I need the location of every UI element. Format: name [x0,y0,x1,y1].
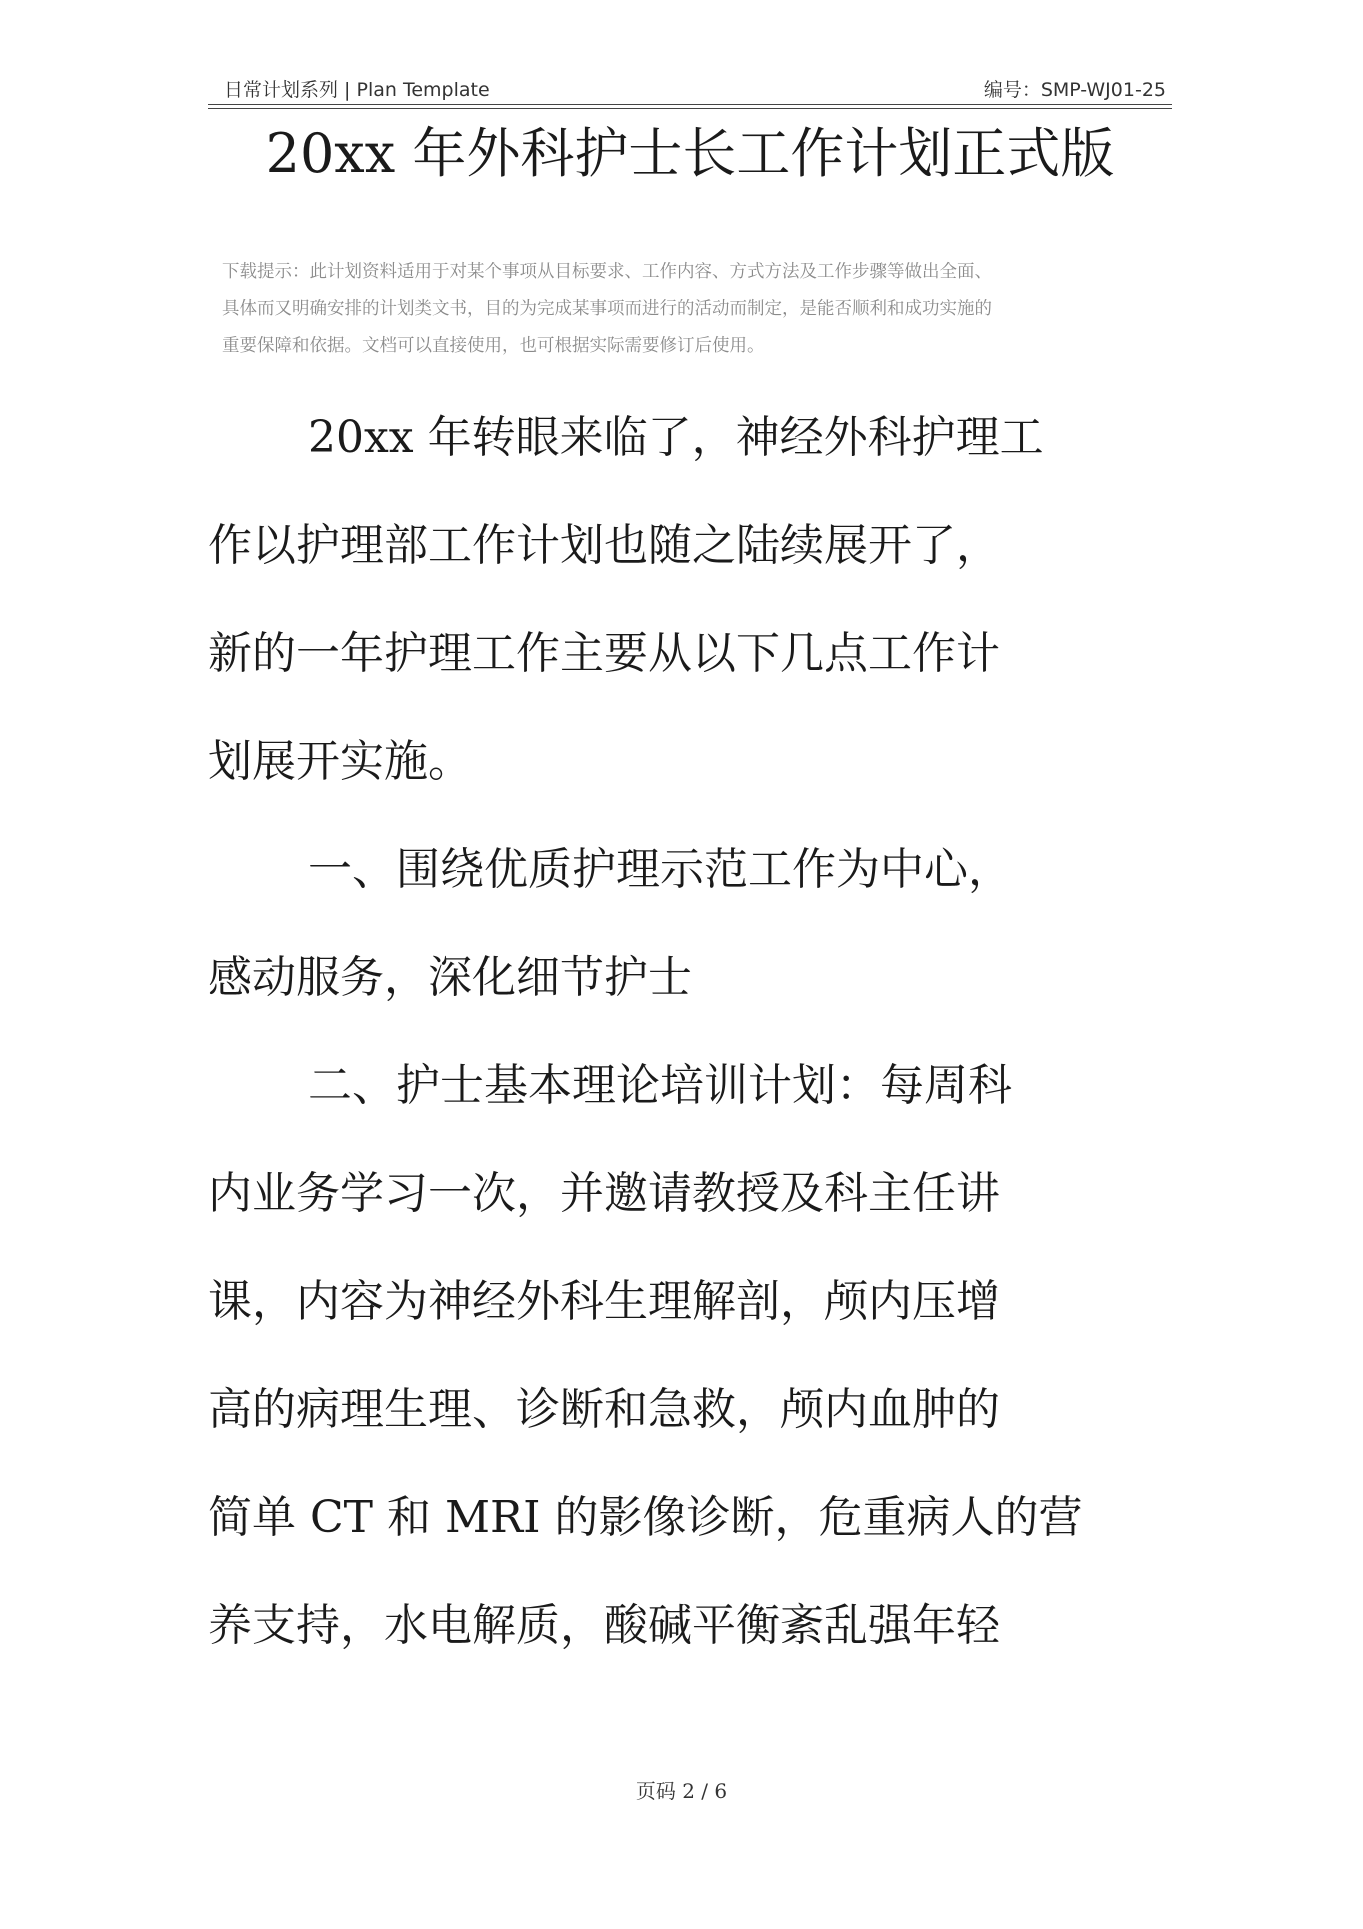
body-line: 课，内容为神经外科生理解剖，颅内压增 [208,1276,1000,1327]
body-line: 内业务学习一次，并邀请教授及科主任讲 [208,1168,1000,1219]
body-line: 高的病理生理、诊断和急救，颅内血肿的 [208,1384,1000,1435]
header-document-number: 编号：SMP-WJ01-25 [983,79,1166,101]
download-notice [222,254,1162,365]
body-line: 20xx 年转眼来临了，神经外科护理工 [308,412,1044,463]
notice-line: 重要保障和依据。文档可以直接使用，也可根据实际需要修订后使用。 [222,336,765,356]
body-line: 新的一年护理工作主要从以下几点工作计 [208,628,1000,679]
body-line: 二、护士基本理论培训计划：每周科 [308,1060,1012,1111]
header-divider [208,104,1172,105]
body-line: 感动服务，深化细节护士 [208,952,692,1003]
body-line: 一、围绕优质护理示范工作为中心， [308,844,1012,895]
page-header [208,78,1172,106]
body-line: 简单 CT 和 MRI 的影像诊断，危重病人的营 [208,1492,1083,1543]
body-line: 养支持，水电解质，酸碱平衡紊乱强年轻 [208,1600,1000,1651]
notice-line: 具体而又明确安排的计划类文书，目的为完成某事项而进行的活动而制定，是能否顺利和成功实施的 [222,299,992,319]
document-title: 20xx 年外科护士长工作计划正式版 [265,122,1115,185]
header-series-label: 日常计划系列 | Plan Template [224,79,490,101]
header-divider-secondary [208,108,1172,109]
body-line: 划展开实施。 [208,736,472,787]
document-body [208,384,1198,1680]
notice-line: 下载提示：此计划资料适用于对某个事项从目标要求、工作内容、方式方法及工作步骤等做出全面、 [222,262,992,282]
page-number: 页码 2 / 6 [635,1779,728,1803]
body-line: 作以护理部工作计划也随之陆续展开了， [208,520,1000,571]
